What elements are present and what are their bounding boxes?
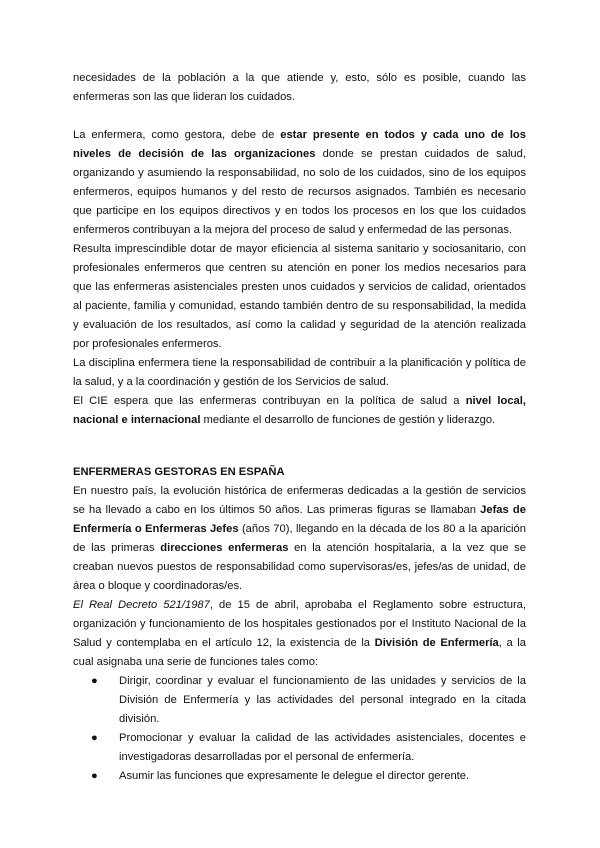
text-run: En nuestro país, la evolución histórica de enfermeras dedicadas a la gestión de servicios se ha llevado a cabo en los últimos 50 años. Las primeras figuras se llamaban — [73, 485, 526, 516]
text-run: en la atención hospitalaria, a la vez que se creaban nuevos puestos de responsabilidad como supervisoras/es, jefes/as de unidad, de área o bloque y coordinadoras/es. — [73, 542, 526, 592]
text-run: mediante el desarrollo de funciones de gestión y liderazgo. — [200, 414, 496, 426]
list-item — [73, 767, 526, 786]
paragraph-eficiencia: Resulta imprescindible dotar de mayor eficiencia al sistema sanitario y sociosanitario, con profesionales enfermeros que centren su atención en poner los medios necesarios para que las enfermeras asistenciales presten unos cuidados y servicios de calidad, orientados al paciente, familia y comunidad, estando también dentro de su responsabilidad, la medida y evaluación de los resultados, así como la calidad y seguridad de la atención realizada por profesionales enfermeros. — [73, 243, 526, 350]
text-run: La enfermera, como gestora, debe de — [73, 129, 281, 141]
bold-run: direcciones enfermeras — [160, 542, 289, 554]
bold-run: estar presente en todos y cada uno de los niveles de decisión de las organizaciones — [73, 129, 526, 160]
text-run: (años 70), llegando en la década de los 80 a la aparición de las primeras — [73, 523, 526, 554]
paragraph-evolucion — [73, 482, 526, 596]
list-item-text: Promocionar y evaluar la calidad de las actividades asistenciales, docentes e investigadoras desarrolladas por el personal de enfermería. — [119, 732, 526, 763]
list-item-text: Asumir las funciones que expresamente le delegue el director gerente. — [119, 770, 470, 782]
text-run: El CIE espera que las enfermeras contribuyan en la política de salud a — [73, 395, 466, 407]
bold-run: Jefas de Enfermería o Enfermeras Jefes — [73, 504, 526, 535]
bold-run: nivel local, nacional e internacional — [73, 395, 526, 426]
list-item — [73, 672, 526, 729]
functions-list — [73, 672, 526, 786]
list-item-text: Dirigir, coordinar y evaluar el funcionamiento de las unidades y servicios de la División de Enfermería y las actividades del personal integrado en la citada división. — [119, 675, 526, 725]
text-run: , a la cual asignaba una serie de funciones tales como: — [73, 637, 526, 668]
document-page — [73, 69, 526, 786]
paragraph-disciplina: La disciplina enfermera tiene la responsabilidad de contribuir a la planificación y política de la salud, y a la coordinación y gestión de los Servicios de salud. — [73, 357, 526, 388]
bold-run: División de Enfermería — [374, 637, 499, 649]
bullet-icon: ● — [91, 732, 98, 744]
text-run: donde se prestan cuidados de salud, organizando y asumiendo la responsabilidad, no solo de los cuidados, sino de los equipos enfermeros, equipos humanos y del resto de recursos asignados. También es necesario que participe en los equipos directivos y en todos los procesos en los que los cuidados enfermeros contribuyan a la mejora del proceso de salud y enfermedad de las personas. — [73, 148, 526, 236]
paragraph-intro: necesidades de la población a la que atiende y, esto, sólo es posible, cuando las enfermeras son las que lideran los cuidados. — [73, 72, 526, 103]
section-heading: ENFERMERAS GESTORAS EN ESPAÑA — [73, 466, 285, 478]
list-item — [73, 729, 526, 767]
bullet-icon: ● — [91, 770, 98, 782]
paragraph-real-decreto — [73, 596, 526, 672]
text-run: , de 15 de abril, aprobaba el Reglamento sobre estructura, organización y funcionamiento de los hospitales gestionados por el Instituto Nacional de la Salud y contemplaba en el artículo 12, la existencia de la — [73, 599, 526, 649]
italic-run: El Real Decreto 521/1987 — [73, 599, 210, 611]
bullet-icon: ● — [91, 675, 98, 687]
paragraph-gestora — [73, 126, 526, 240]
paragraph-cie — [73, 392, 526, 430]
